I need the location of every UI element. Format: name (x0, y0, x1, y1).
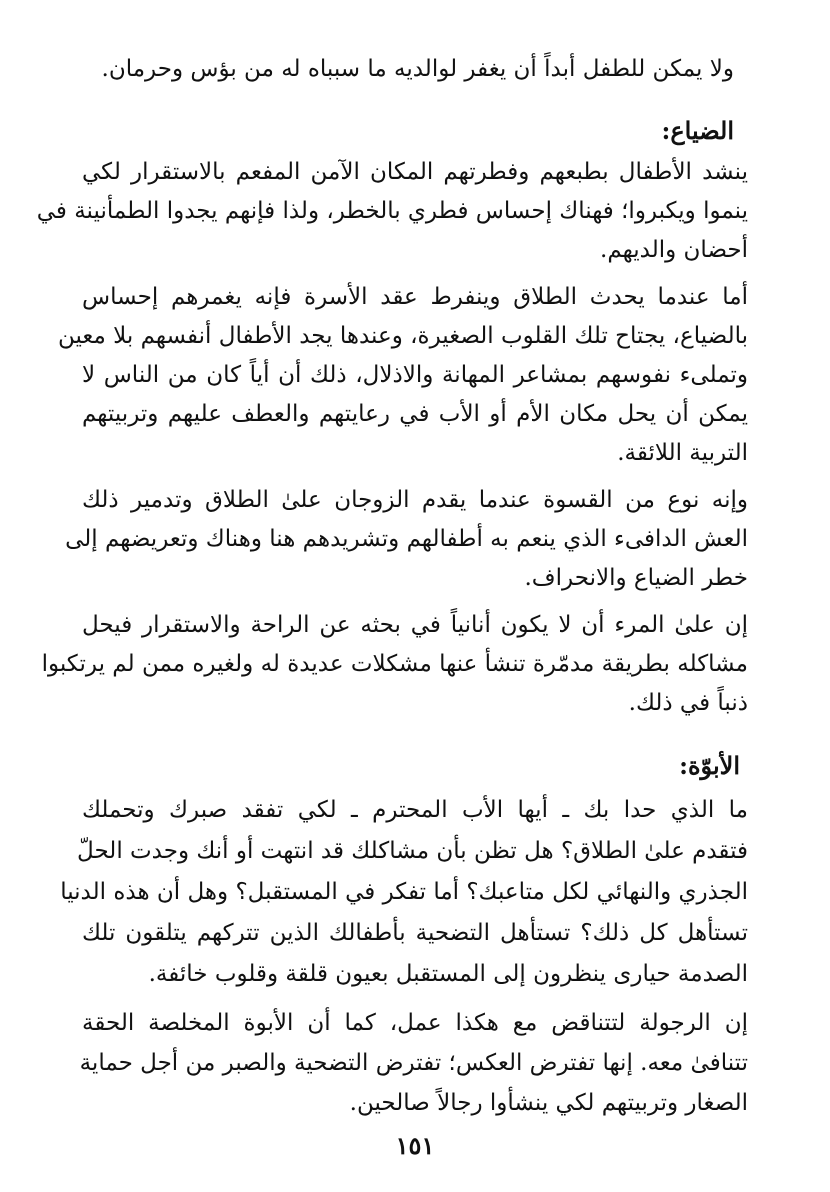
paragraph-line: الصغار وتربيتهم لكي ينشأوا رجالاً صالحين. (349, 1090, 748, 1116)
paragraph-line: وتملىء نفوسهم بمشاعر المهانة والاذلال، ذلك أن أياً كان من الناس لا (82, 362, 748, 388)
paragraph-line: بالضياع، يجتاح تلك القلوب الصغيرة، وعندها يجد الأطفال أنفسهم بلا معين (57, 323, 748, 349)
heading-fatherhood: الأبوّة: (679, 751, 740, 780)
paragraph-line: إن علىٰ المرء أن لا يكون أنانياً في بحثه عن الراحة والاستقرار فيحل (82, 612, 748, 638)
paragraph-line: الصدمة حيارى ينظرون إلى المستقبل بعيون قلقة وقلوب خائفة. (148, 961, 748, 987)
paragraph-line: تستأهل كل ذلك؟ تستأهل التضحية بأطفالك الذين تتركهم يتلقون تلك (82, 920, 748, 946)
paragraph-line: ينشد الأطفال بطبعهم وفطرتهم المكان الآمن المفعم بالاستقرار لكي (82, 159, 748, 185)
paragraph-line: مشاكله بطريقة مدمّرة تنشأ عنها مشكلات عديدة له ولغيره ممن لم يرتكبوا (41, 651, 748, 677)
paragraph-line: فتقدم علىٰ الطلاق؟ هل تظن بأن مشاكلك قد انتهت أو أنك وجدت الحلّ (77, 838, 748, 864)
paragraph-line: العش الدافىء الذي ينعم به أطفالهم وتشريدهم هنا وهناك وتعريضهم إلى (65, 526, 748, 552)
paragraph-line: ذنباً في ذلك. (628, 690, 748, 716)
paragraph-line: وإنه نوع من القسوة عندما يقدم الزوجان علىٰ الطلاق وتدمير ذلك (82, 487, 748, 513)
paragraph-line: يمكن أن يحل مكان الأم أو الأب في رعايتهم والعطف عليهم وتربيتهم (82, 401, 748, 427)
intro-line: ولا يمكن للطفل أبداً أن يغفر لوالديه ما سبباه له من بؤس وحرمان. (101, 56, 734, 82)
paragraph-line: ما الذي حدا بك ـ أيها الأب المحترم ـ لكي تفقد صبرك وتحملك (82, 797, 748, 823)
paragraph-line: الجذري والنهائي لكل متاعبك؟ أما تفكر في المستقبل؟ وهل أن هذه الدنيا (60, 879, 748, 905)
page-number: ١٥١ (395, 1131, 435, 1160)
paragraph-line: تتنافىٰ معه. إنها تفترض العكس؛ تفترض التضحية والصبر من أجل حماية (79, 1050, 748, 1076)
paragraph-line: التربية اللائقة. (617, 440, 748, 466)
paragraph-line: إن الرجولة لتتناقض مع هكذا عمل، كما أن الأبوة المخلصة الحقة (82, 1010, 748, 1036)
paragraph-line: أحضان والديهم. (600, 237, 748, 263)
heading-loss: الضياع: (661, 116, 734, 145)
paragraph-line: ينموا ويكبروا؛ فهناك إحساس فطري بالخطر، ولذا فإنهم يجدوا الطمأنينة في (36, 198, 748, 224)
paragraph-line: خطر الضياع والانحراف. (524, 565, 748, 591)
paragraph-line: أما عندما يحدث الطلاق وينفرط عقد الأسرة فإنه يغمرهم إحساس (82, 284, 748, 310)
